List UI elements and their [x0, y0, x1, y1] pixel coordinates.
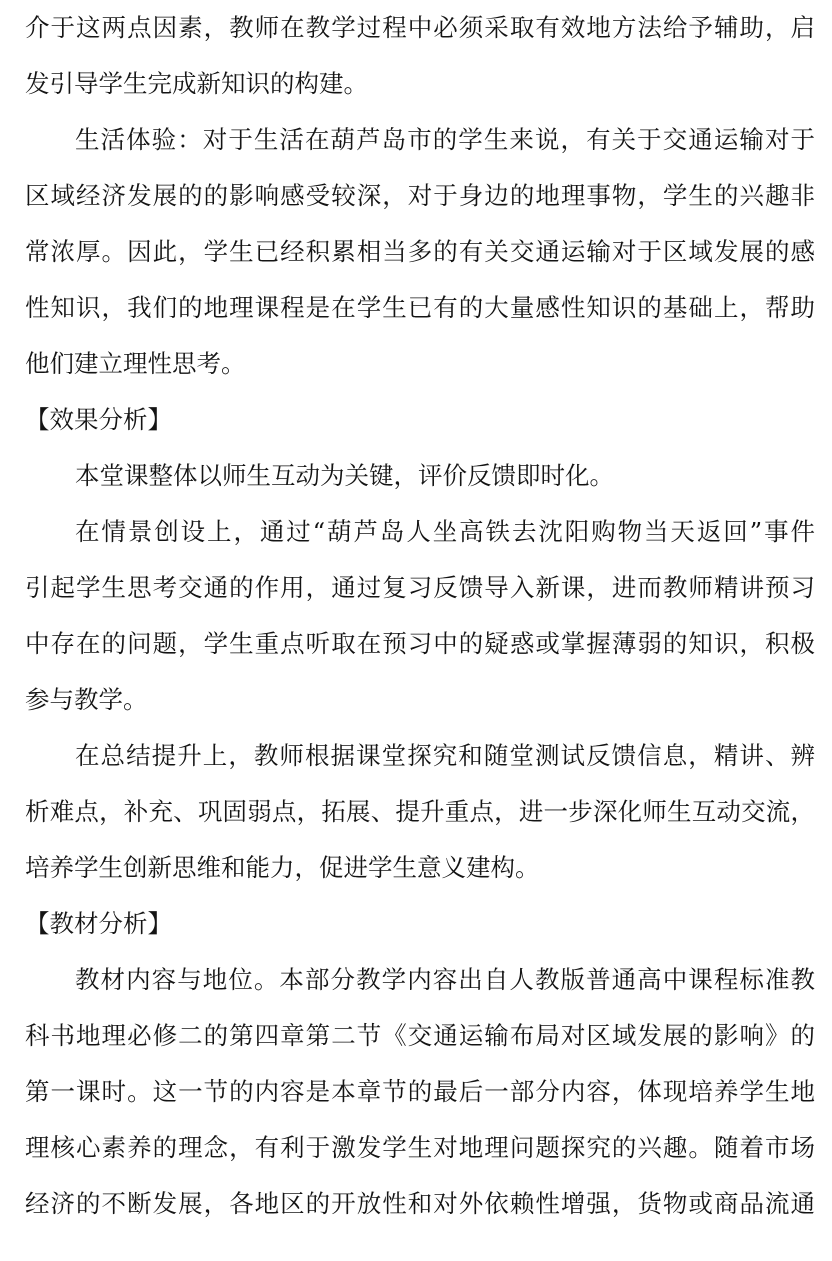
section-heading: 【效果分析】: [25, 405, 172, 434]
paragraph-line: 区域经济发展的的影响感受较深，对于身边的地理事物，学生的兴趣非: [25, 181, 815, 210]
paragraph-line: 引起学生思考交通的作用，通过复习反馈导入新课，进而教师精讲预习: [25, 573, 815, 602]
section-heading: 【教材分析】: [25, 909, 172, 938]
paragraph-line: 在情景创设上，通过“葫芦岛人坐高铁去沈阳购物当天返回”事件: [75, 517, 815, 546]
paragraph-line: 析难点，补充、巩固弱点，拓展、提升重点，进一步深化师生互动交流，: [25, 797, 815, 826]
paragraph-line: 中存在的问题，学生重点听取在预习中的疑惑或掌握薄弱的知识，积极: [25, 629, 815, 658]
paragraph-line: 生活体验：对于生活在葫芦岛市的学生来说，有关于交通运输对于: [75, 125, 815, 154]
paragraph-line: 教材内容与地位。本部分教学内容出自人教版普通高中课程标准教: [75, 965, 815, 994]
paragraph-line: 常浓厚。因此，学生已经积累相当多的有关交通运输对于区域发展的感: [25, 237, 815, 266]
paragraph-line: 性知识，我们的地理课程是在学生已有的大量感性知识的基础上，帮助: [25, 293, 815, 322]
paragraph-line: 第一课时。这一节的内容是本章节的最后一部分内容，体现培养学生地: [25, 1077, 815, 1106]
paragraph-line: 参与教学。: [25, 685, 148, 714]
paragraph-line: 经济的不断发展，各地区的开放性和对外依赖性增强，货物或商品流通: [25, 1189, 815, 1218]
paragraph-line: 培养学生创新思维和能力，促进学生意义建构。: [25, 853, 540, 882]
paragraph-line: 介于这两点因素，教师在教学过程中必须采取有效地方法给予辅助，启: [25, 13, 815, 42]
paragraph-line: 发引导学生完成新知识的构建。: [25, 69, 368, 98]
paragraph-line: 在总结提升上，教师根据课堂探究和随堂测试反馈信息，精讲、辨: [75, 741, 815, 770]
paragraph-line: 本堂课整体以师生互动为关键，评价反馈即时化。: [75, 461, 614, 490]
paragraph-line: 理核心素养的理念，有利于激发学生对地理问题探究的兴趣。随着市场: [25, 1133, 815, 1162]
paragraph-line: 科书地理必修二的第四章第二节《交通运输布局对区域发展的影响》的: [25, 1021, 815, 1050]
paragraph-line: 他们建立理性思考。: [25, 349, 246, 378]
